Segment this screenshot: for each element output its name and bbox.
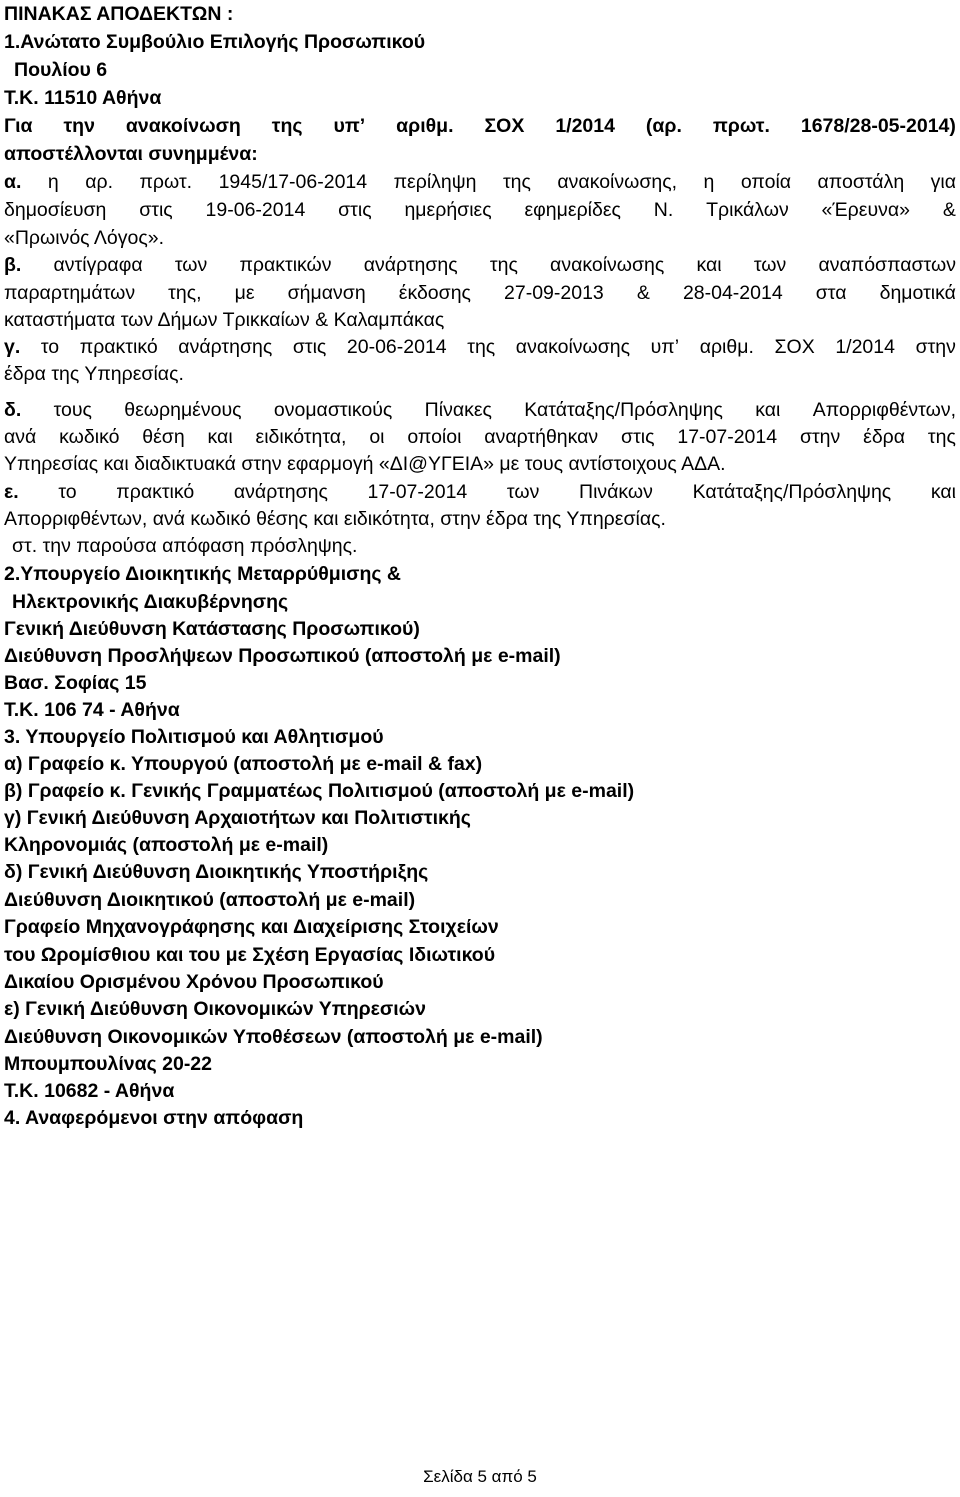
- word: στις: [292, 336, 327, 358]
- word: στα: [815, 282, 847, 304]
- recipient-2-line-3: Γενική Διεύθυνση Κατάστασης Προσωπικού): [4, 618, 420, 640]
- word: 17-07-2014: [367, 481, 468, 503]
- intro-line-end: αποστέλλονται συνημμένα:: [4, 143, 258, 165]
- word: 1/2014: [555, 115, 615, 137]
- word: οποίοι: [407, 426, 462, 448]
- recipient-2-line-5: Βασ. Σοφίας 15: [4, 672, 147, 694]
- enclosure-a-line-2: [4, 196, 956, 224]
- word: 28-04-2014: [682, 282, 783, 304]
- word: δημοτικά: [879, 282, 956, 304]
- recipient-3-item-d-line-1: δ) Γενική Διεύθυνση Διοικητικής Υποστήριξης: [4, 861, 429, 883]
- word: ημερήσιες: [404, 199, 492, 221]
- word: Για: [4, 115, 33, 137]
- word: της: [502, 171, 531, 193]
- word: ειδικότητα,: [255, 426, 347, 448]
- word: Κατάταξης/Πρόσληψης: [524, 399, 723, 421]
- enclosure-b-line-3: καταστήματα των Δήμων Τρικκαίων & Καλαμπάκας: [4, 309, 445, 331]
- recipient-1-postal: Τ.Κ. 11510 Αθήνα: [4, 87, 162, 109]
- page-number-label: Σελίδα 5 από 5: [423, 1467, 537, 1486]
- enclosure-d-line-1: [4, 396, 956, 424]
- word: Κατάταξης/Πρόσληψης: [692, 481, 892, 503]
- word: ανακοίνωσης: [515, 336, 631, 358]
- word: αρ.: [85, 171, 113, 193]
- enclosure-a-line-1: [4, 168, 956, 196]
- word: 1678/28-05-2014): [800, 115, 956, 137]
- word: αριθμ.: [699, 336, 754, 358]
- word: στις: [338, 199, 372, 221]
- word: έδρα: [863, 426, 906, 448]
- recipient-3-item-e-line-3: Μπουμπουλίνας 20-22: [4, 1053, 212, 1075]
- word: ανακοίνωσης,: [557, 171, 678, 193]
- word: Πινάκων: [578, 481, 653, 503]
- word: Ν.: [653, 199, 674, 221]
- word: έκδοσης: [398, 282, 471, 304]
- word: ονομαστικούς: [273, 399, 393, 421]
- word: και: [755, 399, 781, 421]
- recipient-2-line-2: Ηλεκτρονικής Διακυβέρνησης: [12, 591, 289, 613]
- intro-line: [4, 112, 956, 140]
- recipient-2-line-6: Τ.Κ. 106 74 - Αθήνα: [4, 699, 180, 721]
- word: τους: [53, 399, 92, 421]
- page-footer: [0, 1465, 960, 1489]
- enclosure-e-marker: ε.: [4, 481, 19, 503]
- word: των: [174, 254, 208, 276]
- recipients-heading: ΠΙΝΑΚΑΣ ΑΠΟΔΕΚΤΩΝ :: [4, 3, 234, 25]
- word: δημοσίευση: [4, 199, 107, 221]
- recipient-3-item-e-line-2: Διεύθυνση Οικονομικών Υποθέσεων (αποστολή με e-mail): [4, 1026, 543, 1048]
- word: το: [58, 481, 77, 503]
- word: πρακτικών: [239, 254, 332, 276]
- enclosure-b-line-1: [4, 251, 956, 279]
- enclosure-c-line-2: έδρα της Υπηρεσίας.: [4, 363, 184, 385]
- enclosure-f-line: στ. την παρούσα απόφαση πρόσληψης.: [12, 535, 358, 557]
- word: αναρτήθηκαν: [484, 426, 599, 448]
- word: της: [927, 426, 956, 448]
- word: Τρικάλων: [706, 199, 789, 221]
- word: με: [234, 282, 255, 304]
- enclosure-c-line-1: [4, 333, 956, 361]
- word: «Έρευνα»: [821, 199, 911, 221]
- word: και: [696, 254, 722, 276]
- word: ανακοίνωση: [125, 115, 241, 137]
- word: πρακτικό: [79, 336, 158, 358]
- word: των: [753, 254, 787, 276]
- word: υπ’: [333, 115, 366, 137]
- recipient-3-line-1: 3. Υπουργείο Πολιτισμού και Αθλητισμού: [4, 726, 384, 748]
- enclosure-b-line-2: [4, 279, 956, 307]
- recipient-3-item-e-line-4: Τ.Κ. 10682 - Αθήνα: [4, 1080, 175, 1102]
- word: 27-09-2013: [504, 282, 604, 304]
- word: ΣΟΧ: [484, 115, 525, 137]
- word: παραρτημάτων: [4, 282, 136, 304]
- word: την: [63, 115, 95, 137]
- enclosure-d-marker: δ.: [4, 399, 22, 421]
- word: ανά: [4, 426, 37, 448]
- word: για: [930, 171, 956, 193]
- word: ανάρτησης: [233, 481, 328, 503]
- word: 19-06-2014: [205, 199, 306, 221]
- word: η: [703, 171, 715, 193]
- recipient-3-item-b: β) Γραφείο κ. Γενικής Γραμματέως Πολιτισμού (αποστολή με e-mail): [4, 780, 635, 802]
- word: πρακτικό: [116, 481, 195, 503]
- enclosure-d-line-2: [4, 423, 956, 451]
- recipient-3-item-c-line-2: Κληρονομιάς (αποστολή με e-mail): [4, 834, 329, 856]
- word: σήμανση: [287, 282, 366, 304]
- word: αποστάλη: [817, 171, 905, 193]
- word: 20-06-2014: [346, 336, 447, 358]
- enclosure-b-marker: β.: [4, 254, 22, 276]
- recipient-3-item-d-line-5: Δικαίου Ορισμένου Χρόνου Προσωπικού: [4, 971, 384, 993]
- word: ΣΟΧ: [774, 336, 815, 358]
- word: η: [47, 171, 59, 193]
- word: αναπόσπαστων: [818, 254, 956, 276]
- word: της: [489, 254, 518, 276]
- recipient-1-street: [14, 56, 107, 84]
- word: Απορριφθέντων,: [812, 399, 956, 421]
- word: Πίνακες: [424, 399, 492, 421]
- enclosure-a-marker: α.: [4, 171, 22, 193]
- enclosure-e-line-1: [4, 478, 956, 506]
- word: οποία: [740, 171, 792, 193]
- word: υπ’: [650, 336, 680, 358]
- word: στις: [621, 426, 655, 448]
- word: αριθμ.: [396, 115, 454, 137]
- word: των: [506, 481, 540, 503]
- word: θέση: [142, 426, 185, 448]
- word: περίληψη: [393, 171, 477, 193]
- word: στην: [915, 336, 956, 358]
- word: και: [930, 481, 956, 503]
- word: της: [271, 115, 303, 137]
- recipient-1-street-text: Πουλίου 6: [14, 59, 108, 81]
- word: ανάρτησης: [363, 254, 458, 276]
- recipient-3-item-d-line-4: του Ωρομίσθιου και του με Σχέση Εργασίας Ιδιωτικού: [4, 944, 496, 966]
- word: στην: [799, 426, 841, 448]
- enclosure-a-line-3: «Πρωινός Λόγος».: [4, 227, 165, 249]
- word: &: [636, 282, 650, 304]
- recipient-3-item-d-line-3: Γραφείο Μηχανογράφησης και Διαχείρισης Στοιχείων: [4, 916, 499, 938]
- word: οι: [369, 426, 385, 448]
- recipient-2-line-4: Διεύθυνση Προσλήψεων Προσωπικού (αποστολή με e-mail): [4, 645, 561, 667]
- recipient-4-line: 4. Αναφερόμενοι στην απόφαση: [4, 1107, 304, 1129]
- enclosure-e-line-2: Απορριφθέντων, ανά κωδικό θέσης και ειδικότητα, στην έδρα της Υπηρεσίας.: [4, 508, 666, 530]
- word: (αρ.: [645, 115, 682, 137]
- recipient-3-item-d-line-2: Διεύθυνση Διοικητικού (αποστολή με e-mail): [4, 889, 416, 911]
- word: &: [942, 199, 956, 221]
- recipient-1-name: 1.Ανώτατο Συμβούλιο Επιλογής Προσωπικού: [4, 31, 426, 53]
- word: το: [40, 336, 60, 358]
- word: κωδικό: [59, 426, 120, 448]
- word: και: [207, 426, 233, 448]
- word: εφημερίδες: [524, 199, 621, 221]
- recipient-3-item-a: α) Γραφείο κ. Υπουργού (αποστολή με e-mail & fax): [4, 753, 483, 775]
- word: στις: [139, 199, 173, 221]
- word: 1/2014: [835, 336, 895, 358]
- recipient-2-line-1: 2.Υπουργείο Διοικητικής Μεταρρύθμισης &: [4, 563, 402, 585]
- recipient-3-item-c-line-1: γ) Γενική Διεύθυνση Αρχαιοτήτων και Πολιτιστικής: [4, 807, 471, 829]
- word: ανακοίνωσης: [550, 254, 665, 276]
- word: 17-07-2014: [677, 426, 778, 448]
- enclosure-c-marker: γ.: [4, 336, 21, 358]
- enclosure-d-line-3: Υπηρεσίας και διαδικτυακά στην εφαρμογή «ΔΙ@ΥΓΕΙΑ» με τους αντίστοιχους ΑΔΑ.: [4, 453, 726, 475]
- word: της: [467, 336, 496, 358]
- word: ανάρτησης: [178, 336, 273, 358]
- word: πρωτ.: [712, 115, 770, 137]
- word: πρωτ.: [139, 171, 193, 193]
- word: 1945/17-06-2014: [218, 171, 368, 193]
- word: αντίγραφα: [53, 254, 143, 276]
- recipient-3-item-e-line-1: ε) Γενική Διεύθυνση Οικονομικών Υπηρεσιών: [4, 998, 427, 1020]
- word: της,: [168, 282, 202, 304]
- word: θεωρημένους: [124, 399, 242, 421]
